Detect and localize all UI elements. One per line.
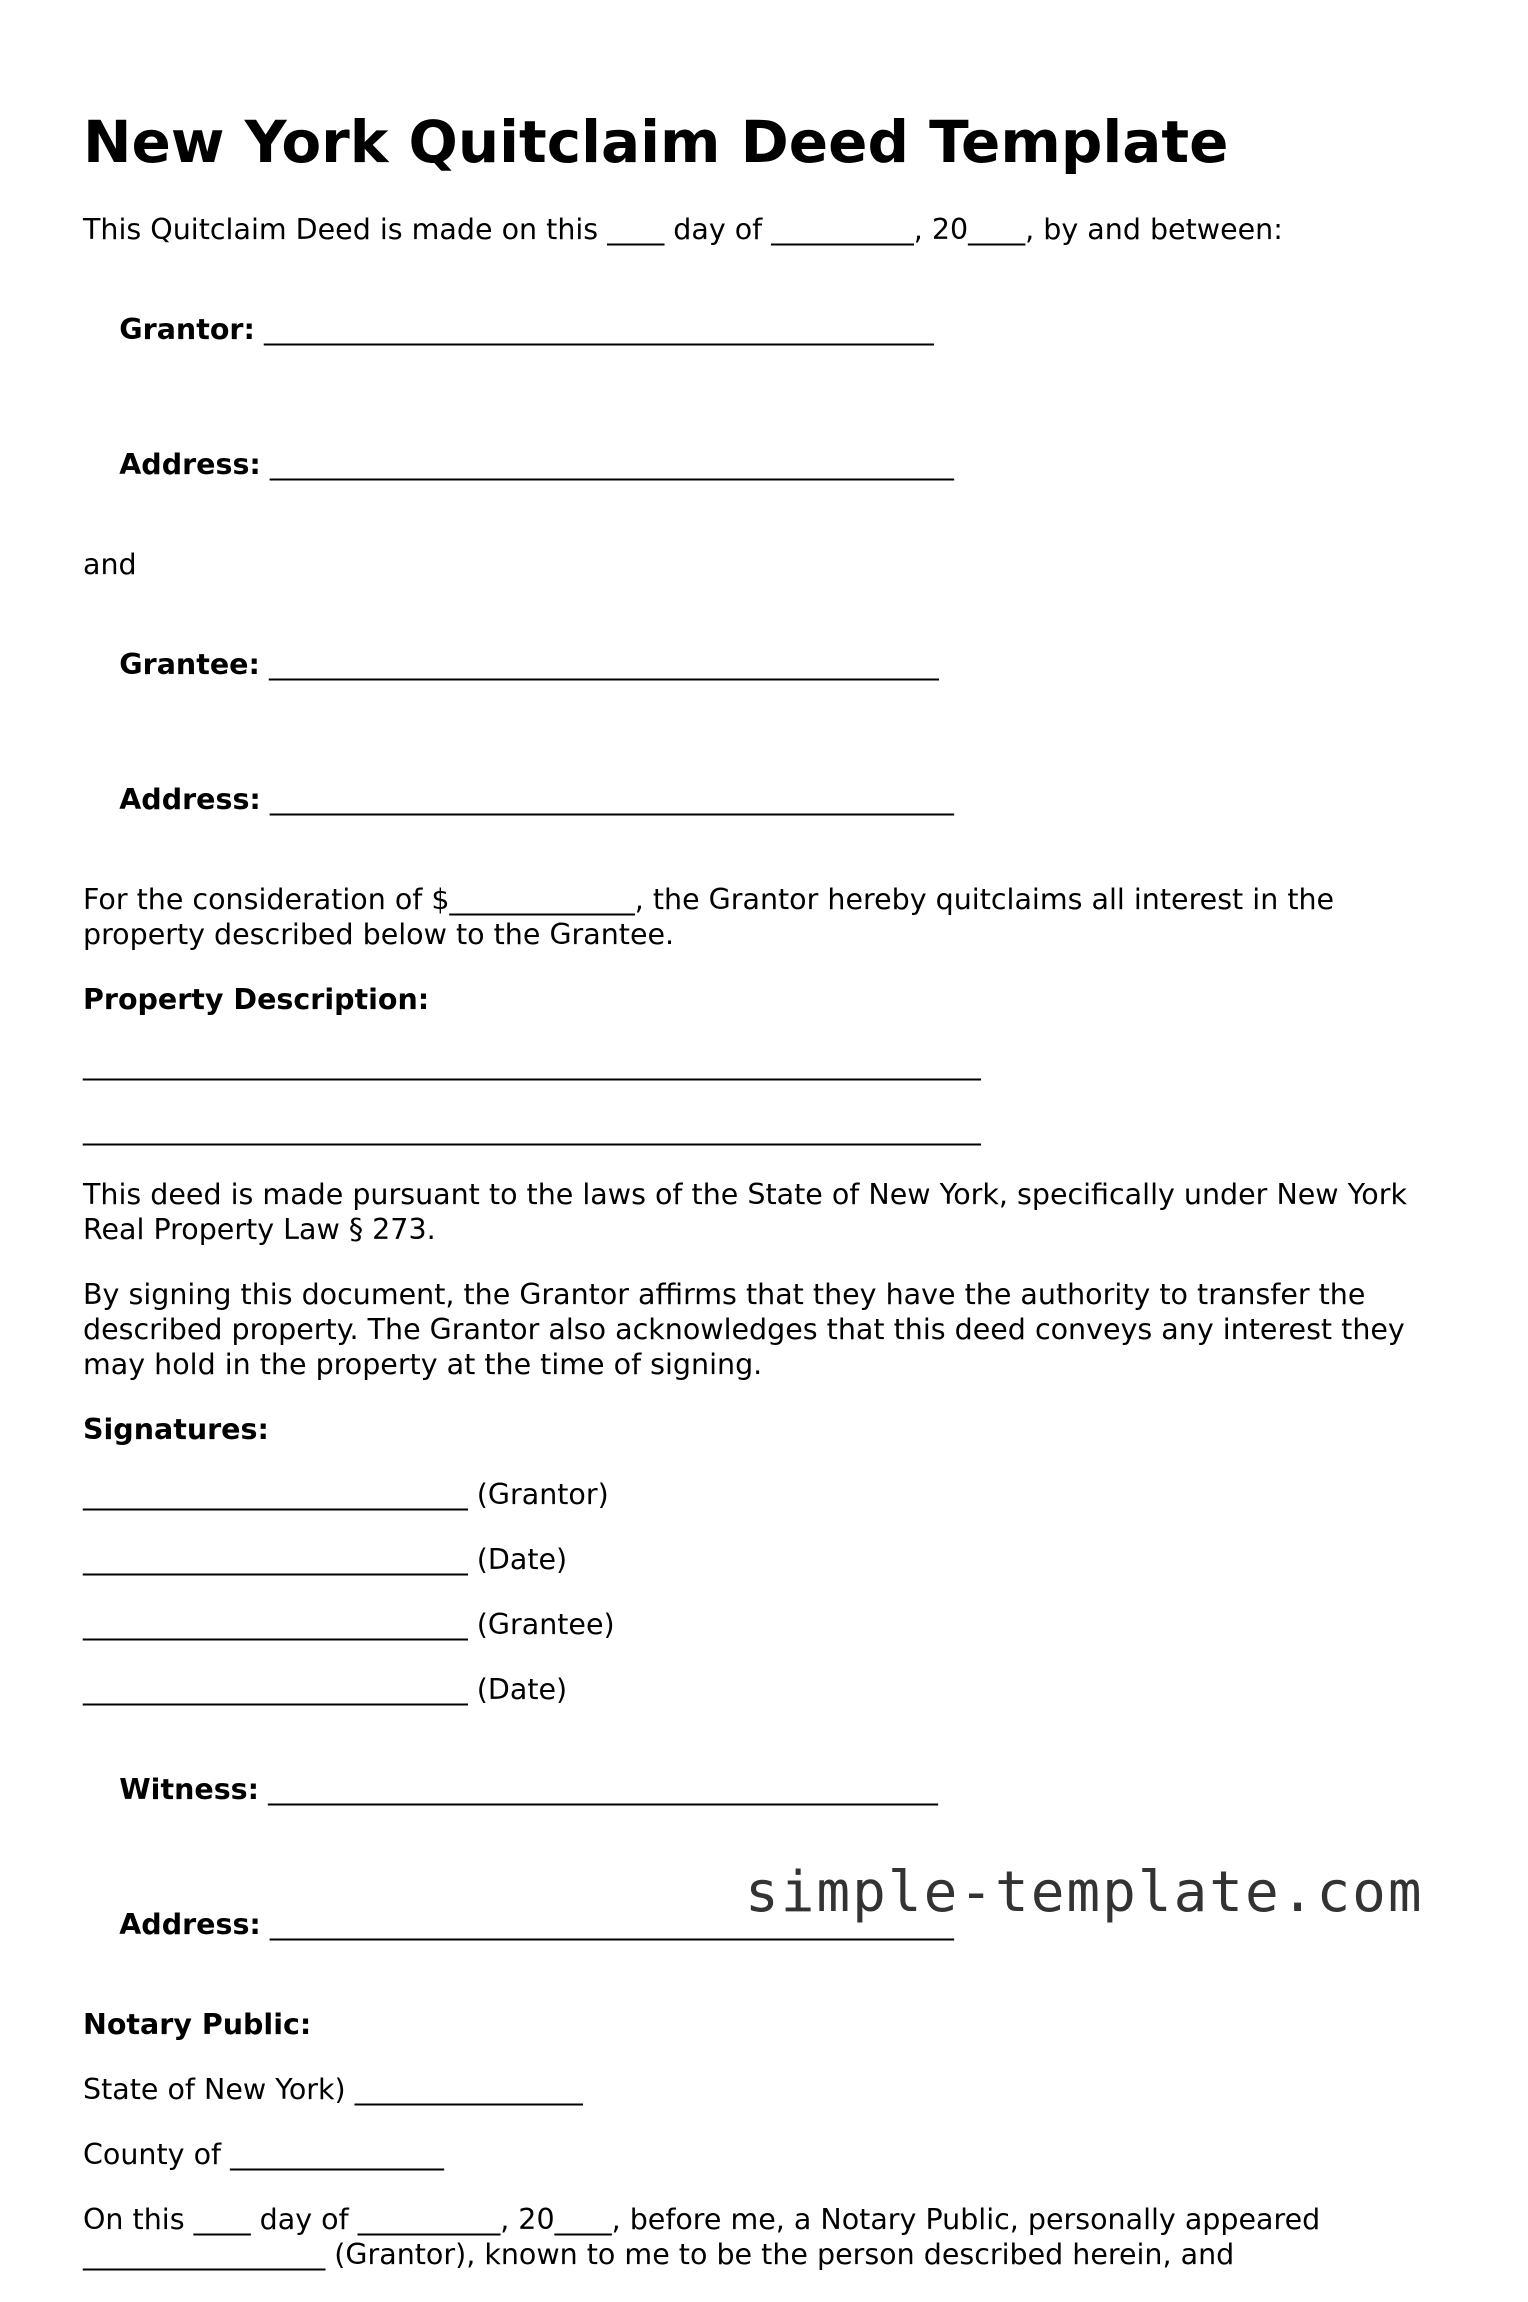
witness-field[interactable] (83, 1737, 1453, 1842)
notary-state-line[interactable]: State of New York) ________________ (83, 2073, 583, 2106)
grantee-address-field[interactable] (83, 747, 1453, 852)
witness-address-label: Address: (119, 1908, 261, 1941)
law-paragraph: This deed is made pursuant to the laws of the State of New York, specifically under New York Real Property Law § 273. (83, 1178, 1417, 1246)
notary-county-line[interactable]: County of _______________ (83, 2138, 444, 2171)
consideration-paragraph: For the consideration of $_____________, the Grantor hereby quitclaims all interest in the property described below to the Grantee. (83, 883, 1344, 951)
notary-label: Notary Public: (83, 2008, 312, 2041)
grantee-address-blank[interactable]: ________________________________________________ (260, 783, 954, 816)
watermark: simple-template.com (745, 1860, 1424, 1925)
grantee-field[interactable] (83, 612, 1453, 717)
witness-address-blank[interactable]: ________________________________________________ (260, 1908, 954, 1941)
grantor-blank[interactable]: _______________________________________________ (254, 313, 934, 346)
grantee-label: Grantee: (119, 648, 260, 681)
grantor-address-label: Address: (119, 448, 261, 481)
signature-line-grantee[interactable]: ___________________________ (Grantee) (83, 1608, 615, 1641)
and-text: and (83, 548, 137, 581)
intro-paragraph: This Quitclaim Deed is made on this ____ day of __________, 20____, by and between: (83, 213, 1283, 246)
page-title: New York Quitclaim Deed Template (83, 108, 1229, 176)
signature-line-grantor-date[interactable]: ___________________________ (Date) (83, 1543, 568, 1576)
signatures-label: Signatures: (83, 1413, 269, 1446)
property-description-label: Property Description: (83, 983, 430, 1016)
signature-line-grantor[interactable]: ___________________________ (Grantor) (83, 1478, 609, 1511)
notary-acknowledgment: On this ____ day of __________, 20____, before me, a Notary Public, personally appeared _________________ (Grantor), known to me to be the person described herein, and (83, 2203, 1330, 2271)
grantor-address-field[interactable] (83, 412, 1453, 517)
grantor-field[interactable] (83, 277, 1453, 382)
grantee-address-label: Address: (119, 783, 261, 816)
grantee-blank[interactable]: _______________________________________________ (259, 648, 939, 681)
property-description-line-2[interactable]: _______________________________________________________________ (83, 1113, 981, 1146)
document-page (83, 100, 1453, 2302)
grantor-address-blank[interactable]: ________________________________________________ (260, 448, 954, 481)
grantor-label: Grantor: (119, 313, 255, 346)
signature-line-grantee-date[interactable]: ___________________________ (Date) (83, 1673, 568, 1706)
property-description-line-1[interactable]: _______________________________________________________________ (83, 1048, 981, 1081)
witness-label: Witness: (119, 1773, 260, 1806)
witness-blank[interactable]: _______________________________________________ (259, 1773, 938, 1806)
authority-paragraph: By signing this document, the Grantor affirms that they have the authority to transfer the described property. The Grantor also acknowledges that this deed conveys any interest they may hold in the property at the time of signing. (83, 1278, 1414, 1381)
